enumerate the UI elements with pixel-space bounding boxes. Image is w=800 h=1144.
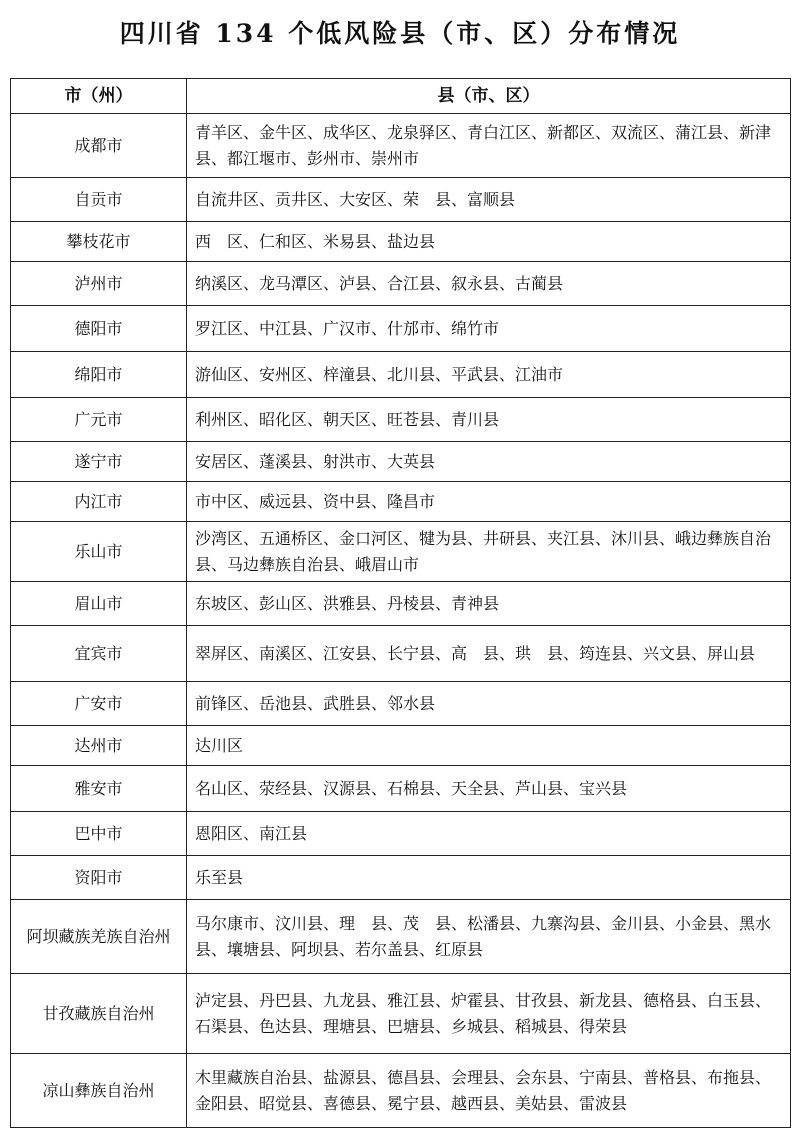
table-row	[11, 1054, 791, 1128]
city-cell: 宜宾市	[11, 626, 187, 682]
table-row	[11, 442, 791, 482]
risk-county-table	[10, 78, 791, 1128]
city-cell: 阿坝藏族羌族自治州	[11, 900, 187, 974]
counties-cell: 东坡区、彭山区、洪雅县、丹棱县、青神县	[187, 582, 791, 626]
city-cell: 内江市	[11, 482, 187, 522]
page-title: 四川省 134 个低风险县（市、区）分布情况	[119, 19, 681, 48]
city-cell: 成都市	[11, 114, 187, 178]
table-row	[11, 306, 791, 352]
counties-cell: 马尔康市、汶川县、理 县、茂 县、松潘县、九寨沟县、金川县、小金县、黑水县、壤塘县、阿坝县、若尔盖县、红原县	[187, 900, 791, 974]
counties-cell: 翠屏区、南溪区、江安县、长宁县、高 县、珙 县、筠连县、兴文县、屏山县	[187, 626, 791, 682]
counties-cell: 泸定县、丹巴县、九龙县、雅江县、炉霍县、甘孜县、新龙县、德格县、白玉县、石渠县、色达县、理塘县、巴塘县、乡城县、稻城县、得荣县	[187, 974, 791, 1054]
column-header-counties: 县（市、区）	[187, 79, 791, 114]
counties-cell: 自流井区、贡井区、大安区、荣 县、富顺县	[187, 178, 791, 222]
table-row	[11, 900, 791, 974]
city-cell: 甘孜藏族自治州	[11, 974, 187, 1054]
counties-cell: 前锋区、岳池县、武胜县、邻水县	[187, 682, 791, 726]
table-row	[11, 114, 791, 178]
table-row	[11, 856, 791, 900]
table-row	[11, 222, 791, 262]
column-header-city: 市（州）	[11, 79, 187, 114]
city-cell: 德阳市	[11, 306, 187, 352]
table-row	[11, 522, 791, 582]
counties-cell: 恩阳区、南江县	[187, 812, 791, 856]
counties-cell: 达川区	[187, 726, 791, 766]
city-cell: 雅安市	[11, 766, 187, 812]
counties-cell: 安居区、蓬溪县、射洪市、大英县	[187, 442, 791, 482]
table-row	[11, 974, 791, 1054]
city-cell: 乐山市	[11, 522, 187, 582]
counties-cell: 木里藏族自治县、盐源县、德昌县、会理县、会东县、宁南县、普格县、布拖县、金阳县、昭觉县、喜德县、冕宁县、越西县、美姑县、雷波县	[187, 1054, 791, 1128]
counties-cell: 利州区、昭化区、朝天区、旺苍县、青川县	[187, 398, 791, 442]
counties-cell: 名山区、荥经县、汉源县、石棉县、天全县、芦山县、宝兴县	[187, 766, 791, 812]
city-cell: 凉山彝族自治州	[11, 1054, 187, 1128]
table-row	[11, 726, 791, 766]
table-row	[11, 812, 791, 856]
city-cell: 绵阳市	[11, 352, 187, 398]
table-row	[11, 766, 791, 812]
counties-cell: 乐至县	[187, 856, 791, 900]
table-row	[11, 262, 791, 306]
city-cell: 广元市	[11, 398, 187, 442]
table-row	[11, 482, 791, 522]
counties-cell: 沙湾区、五通桥区、金口河区、犍为县、井研县、夹江县、沐川县、峨边彝族自治县、马边彝族自治县、峨眉山市	[187, 522, 791, 582]
city-cell: 广安市	[11, 682, 187, 726]
city-cell: 资阳市	[11, 856, 187, 900]
counties-cell: 游仙区、安州区、梓潼县、北川县、平武县、江油市	[187, 352, 791, 398]
table-header-row	[11, 79, 791, 114]
counties-cell: 市中区、威远县、资中县、隆昌市	[187, 482, 791, 522]
city-cell: 泸州市	[11, 262, 187, 306]
counties-cell: 青羊区、金牛区、成华区、龙泉驿区、青白江区、新都区、双流区、蒲江县、新津县、都江堰市、彭州市、崇州市	[187, 114, 791, 178]
city-cell: 巴中市	[11, 812, 187, 856]
table-row	[11, 352, 791, 398]
city-cell: 自贡市	[11, 178, 187, 222]
table-row	[11, 682, 791, 726]
table-row	[11, 626, 791, 682]
table-row	[11, 398, 791, 442]
city-cell: 攀枝花市	[11, 222, 187, 262]
city-cell: 遂宁市	[11, 442, 187, 482]
city-cell: 达州市	[11, 726, 187, 766]
table-row	[11, 178, 791, 222]
counties-cell: 罗江区、中江县、广汉市、什邡市、绵竹市	[187, 306, 791, 352]
city-cell: 眉山市	[11, 582, 187, 626]
counties-cell: 纳溪区、龙马潭区、泸县、合江县、叙永县、古蔺县	[187, 262, 791, 306]
counties-cell: 西 区、仁和区、米易县、盐边县	[187, 222, 791, 262]
table-row	[11, 582, 791, 626]
